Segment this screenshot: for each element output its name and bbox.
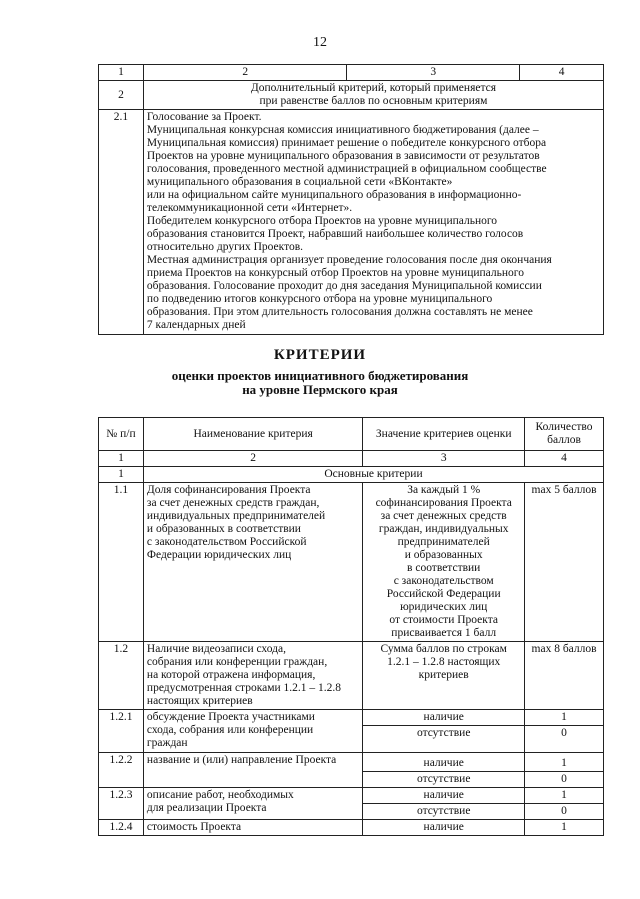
value-absent: отсутствие: [363, 726, 525, 753]
col-num-4: 4: [525, 451, 604, 467]
text-line: муниципального образования в социальной сети «ВКонтакте»: [146, 176, 453, 188]
text-line: Сумма баллов по строкам: [380, 643, 507, 655]
text-line: за счет денежных средств граждан,: [146, 497, 320, 509]
criterion-name: [143, 642, 362, 710]
voting-description: [143, 110, 603, 335]
points-present: 1: [525, 788, 604, 804]
value-absent: отсутствие: [363, 804, 525, 820]
table-row: [99, 483, 604, 642]
section-number: 1: [99, 467, 144, 483]
table-row: [99, 642, 604, 710]
table-row: [99, 788, 604, 804]
text-line: для реализации Проекта: [146, 802, 267, 814]
table-row: [99, 710, 604, 726]
row-number: 1.1: [99, 483, 144, 642]
criterion-points: max 8 баллов: [525, 642, 604, 710]
value-absent: отсутствие: [363, 772, 525, 788]
points-present: 1: [525, 710, 604, 726]
text-line: Местная администрация организует проведение голосования после дня окончания: [146, 254, 552, 266]
text-line: присваивается 1 балл: [391, 627, 497, 639]
text-line: 7 календарных дней: [146, 319, 246, 331]
text-line: или на официальном сайте муниципального образования в информационно-: [146, 189, 522, 201]
table-row: [99, 81, 604, 110]
criterion-name: [143, 753, 362, 788]
heading-line: Дополнительный критерий, который применяется: [250, 82, 497, 94]
row-number: 1.2.3: [99, 788, 144, 820]
text-line: юридических лиц: [400, 601, 488, 613]
criterion-value: [363, 483, 525, 642]
row-number: 1.2.1: [99, 710, 144, 753]
text-line: Голосование за Проект.: [146, 111, 262, 123]
section-row: [99, 467, 604, 483]
col-num-4: 4: [520, 65, 604, 81]
value-present: наличие: [363, 788, 525, 804]
points-present: 1: [525, 753, 604, 772]
table-row: [99, 110, 604, 335]
text-line: на которой отражена информация,: [146, 669, 316, 681]
column-number-row: [99, 65, 604, 81]
text-line: Наличие видеозаписи схода,: [146, 643, 286, 655]
points-absent: 0: [525, 804, 604, 820]
header-points: Количество баллов: [525, 418, 604, 451]
text-line: Муниципальная комиссия) принимает решение о победителе конкурсного отбора: [146, 137, 547, 149]
text-line: Доля софинансирования Проекта: [146, 484, 311, 496]
criteria-title: КРИТЕРИИ: [273, 347, 367, 363]
text-line: Федерации юридических лиц: [146, 549, 292, 561]
text-line: стоимость Проекта: [146, 821, 242, 833]
text-line: за счет денежных средств: [380, 510, 507, 522]
criterion-name: [143, 820, 362, 836]
text-line: собрания или конференции граждан,: [146, 656, 328, 668]
text-line: в соответствии: [407, 562, 481, 574]
text-line: настоящих критериев: [146, 695, 253, 707]
section-heading: Основные критерии: [143, 467, 603, 483]
row-number: 1.2: [99, 642, 144, 710]
criterion-name: [143, 788, 362, 820]
criterion-points: max 5 баллов: [525, 483, 604, 642]
subtitle-line: на уровне Пермского края: [242, 382, 398, 397]
row-number: 2.1: [99, 110, 144, 335]
text-line: и образованных: [404, 549, 483, 561]
text-line: критериев: [418, 669, 469, 681]
col-num-2: 2: [143, 65, 347, 81]
points-absent: 0: [525, 772, 604, 788]
text-line: За каждый 1 %: [407, 484, 481, 496]
col-num-3: 3: [347, 65, 520, 81]
text-line: описание работ, необходимых: [146, 789, 294, 801]
text-line: схода, собрания или конференции: [146, 724, 314, 736]
text-line: образования. Голосование проходит до дня заседания Муниципальной комиссии: [146, 280, 542, 292]
criteria-subtitle: [0, 369, 640, 397]
subtitle-line: оценки проектов инициативного бюджетирования: [171, 368, 469, 383]
text-line: голосования, проведенного местной администрацией в официальном сообществе: [146, 163, 547, 175]
header-name: Наименование критерия: [143, 418, 362, 451]
text-line: телекоммуникационной сети «Интернет».: [146, 202, 353, 214]
value-present: наличие: [363, 753, 525, 772]
row-number: 1.2.4: [99, 820, 144, 836]
text-line: обсуждение Проекта участниками: [146, 711, 315, 723]
text-line: предпринимателей: [397, 536, 490, 548]
text-line: Муниципальная конкурсная комиссия инициативного бюджетирования (далее –: [146, 124, 539, 136]
text-line: название и (или) направление Проекта: [146, 754, 337, 766]
text-line: образования. При этом длительность голосования должна составлять не менее: [146, 306, 533, 318]
criteria-table: [98, 417, 604, 836]
table-row: [99, 820, 604, 836]
value-present: наличие: [363, 820, 525, 836]
text-line: Победителем конкурсного отбора Проектов на уровне муниципального: [146, 215, 498, 227]
text-line: от стоимости Проекта: [389, 614, 498, 626]
points-present: 1: [525, 820, 604, 836]
text-line: приема Проектов на конкурсный отбор Проектов на уровне муниципального: [146, 267, 524, 279]
criterion-value: [363, 642, 525, 710]
col-num-1: 1: [99, 451, 144, 467]
criterion-name: [143, 710, 362, 753]
row-number: 2: [99, 81, 144, 110]
text-line: софинансирования Проекта: [375, 497, 512, 509]
text-line: образования становится Проект, набравший наибольшее количество голосов: [146, 228, 524, 240]
text-line: и образованных в соответствии: [146, 523, 301, 535]
text-line: граждан, индивидуальных: [378, 523, 509, 535]
text-line: 1.2.1 – 1.2.8 настоящих: [387, 656, 501, 668]
text-line: с законодательством: [393, 575, 494, 587]
additional-criteria-table: [98, 64, 604, 335]
header-row: [99, 418, 604, 451]
text-line: Проектов на уровне муниципального образования в зависимости от результатов: [146, 150, 540, 162]
value-present: наличие: [363, 710, 525, 726]
column-number-row: [99, 451, 604, 467]
text-line: Российской Федерации: [386, 588, 501, 600]
text-line: граждан: [146, 737, 188, 749]
col-num-2: 2: [143, 451, 362, 467]
header-value: Значение критериев оценки: [363, 418, 525, 451]
text-line: по подведению итогов конкурсного отбора на уровне муниципального: [146, 293, 493, 305]
header-num: № п/п: [99, 418, 144, 451]
row-number: 1.2.2: [99, 753, 144, 788]
page-number: 12: [313, 35, 327, 50]
col-num-3: 3: [363, 451, 525, 467]
text-line: относительно других Проектов.: [146, 241, 303, 253]
text-line: индивидуальных предпринимателей: [146, 510, 326, 522]
additional-criterion-heading: [143, 81, 603, 110]
points-absent: 0: [525, 726, 604, 753]
col-num-1: 1: [99, 65, 144, 81]
heading-line: при равенстве баллов по основным критериям: [259, 95, 488, 107]
text-line: предусмотренная строками 1.2.1 – 1.2.8: [146, 682, 342, 694]
text-line: с законодательством Российской: [146, 536, 307, 548]
criterion-name: [143, 483, 362, 642]
table-row: [99, 753, 604, 772]
